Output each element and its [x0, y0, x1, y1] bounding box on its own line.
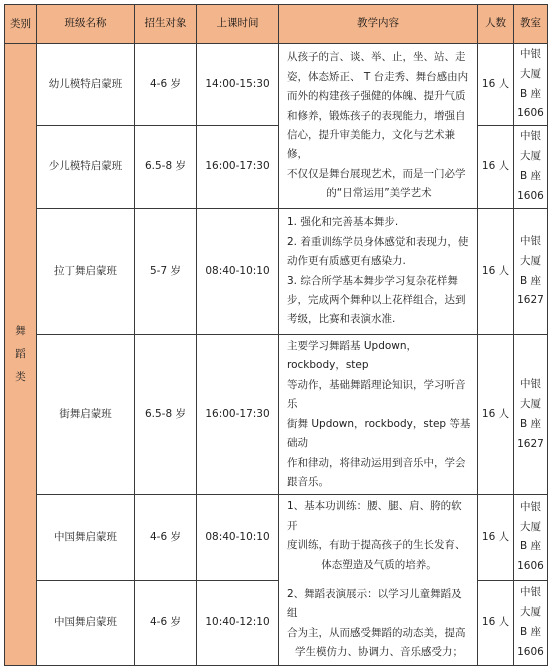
age-cell: 4-6 岁	[135, 580, 197, 665]
room-line: B 座	[519, 87, 542, 100]
age-cell: 6.5-8 岁	[135, 335, 197, 495]
count-cell: 16 人	[478, 335, 514, 495]
age-cell: 5-7 岁	[135, 209, 197, 335]
content-line: 合为主，从而感受舞蹈的动态美，提高	[287, 626, 466, 639]
room-line: B 座	[519, 625, 542, 638]
content-cell-hiphop	[279, 335, 478, 495]
room-line: 1606	[517, 560, 544, 573]
content-line: 1、基本功训练：腰、腿、肩、胯的软开	[287, 500, 462, 532]
time-cell: 14:00-15:30	[197, 44, 279, 126]
class-name-cell: 拉丁舞启蒙班	[37, 209, 135, 335]
count-cell: 16 人	[478, 580, 514, 665]
content-cell-model	[279, 44, 478, 209]
room-line: B 座	[519, 417, 542, 430]
content-line: 姿，体态矫正、 T 台走秀、舞台感由内	[287, 70, 469, 83]
content-line: 动作更有质感更有感染力.	[287, 255, 406, 268]
class-name-cell: 中国舞启蒙班	[37, 495, 135, 580]
room-line: 中银	[520, 130, 541, 143]
category-char: 舞	[15, 324, 26, 337]
content-line: 而外的构建孩子强健的体魄、提升气质	[287, 90, 466, 103]
content-line: 学生模仿力、协调力、音乐感受力；	[295, 646, 463, 659]
table-row	[5, 44, 548, 126]
content-line: 2、舞蹈表演展示：以学习儿童舞蹈及组	[287, 588, 462, 620]
age-cell: 6.5-8 岁	[135, 126, 197, 209]
content-line: 主要学习舞蹈基 Updown，rockbody，step	[287, 340, 418, 372]
room-cell	[514, 335, 548, 495]
content-line: 乐	[287, 398, 298, 411]
content-line: 和修养，锻炼孩子的表现能力，增强自	[287, 109, 466, 122]
room-line: 大厦	[520, 605, 541, 618]
header-time: 上课时间	[197, 5, 279, 44]
content-line: 体态塑造及气质的培养。	[321, 558, 437, 571]
time-cell: 10:40-12:10	[197, 580, 279, 665]
room-line: 中银	[520, 377, 541, 390]
category-char: 蹈	[15, 347, 26, 360]
content-line: 度训练，有助于提高孩子的生长发育、	[287, 539, 466, 552]
content-line: 1. 强化和完善基本舞步.	[287, 216, 399, 229]
room-line: 中银	[520, 500, 541, 513]
room-line: 1627	[517, 437, 544, 450]
time-cell: 16:00-17:30	[197, 335, 279, 495]
room-line: 大厦	[520, 397, 541, 410]
category-cell	[5, 44, 37, 666]
class-name-cell: 幼儿模特启蒙班	[37, 44, 135, 126]
content-line: 等动作，基础舞蹈理论知识，学习听音	[287, 378, 466, 391]
room-cell	[514, 126, 548, 209]
content-line: 2. 着重训练学员身体感觉和表现力，使	[287, 235, 469, 248]
table-row	[5, 495, 548, 580]
time-cell: 08:40-10:10	[197, 209, 279, 335]
content-line: 信心，提升审美能力，文化与艺术兼修，	[287, 129, 455, 161]
header-count: 人数	[478, 5, 514, 44]
room-line: 大厦	[520, 67, 541, 80]
age-cell: 4-6 岁	[135, 44, 197, 126]
course-table	[4, 4, 548, 666]
room-line: 大厦	[520, 520, 541, 533]
content-line: 步，完成两个舞种以上花样组合，达到	[287, 293, 466, 306]
time-cell: 16:00-17:30	[197, 126, 279, 209]
table-row	[5, 335, 548, 495]
content-cell-latin	[279, 209, 478, 335]
header-row	[5, 5, 548, 44]
room-cell	[514, 209, 548, 335]
header-room: 教室	[514, 5, 548, 44]
room-cell	[514, 495, 548, 580]
room-line: 大厦	[520, 254, 541, 267]
content-line: 从孩子的言、谈、举、止，坐、站、走	[287, 51, 466, 64]
content-line: 3. 综合所学基本舞步学习复杂花样舞	[287, 274, 458, 287]
room-line: 中银	[520, 234, 541, 247]
class-name-cell: 街舞启蒙班	[37, 335, 135, 495]
content-line: 跟音乐。	[287, 475, 329, 488]
room-line: 1606	[517, 189, 544, 202]
content-line: 的“日常运用”美学艺术	[326, 187, 432, 200]
category-char: 类	[15, 370, 26, 383]
header-class-name: 班级名称	[37, 5, 135, 44]
room-line: 大厦	[520, 150, 541, 163]
room-line: 中银	[520, 47, 541, 60]
table-row	[5, 209, 548, 335]
room-line: 1606	[517, 645, 544, 658]
content-line: 考级，比赛和表演水准.	[287, 313, 396, 326]
count-cell: 16 人	[478, 495, 514, 580]
room-line: B 座	[519, 170, 542, 182]
header-category	[5, 5, 37, 44]
room-cell	[514, 44, 548, 126]
room-line: 1627	[517, 294, 544, 307]
content-cell-chinese	[279, 495, 478, 665]
count-cell: 16 人	[478, 209, 514, 335]
room-line: 1606	[517, 107, 544, 120]
content-line: 作和律动，将律动运用到音乐中，学会	[287, 456, 466, 469]
time-cell: 08:40-10:10	[197, 495, 279, 580]
class-name-cell: 少儿模特启蒙班	[37, 126, 135, 209]
room-cell	[514, 580, 548, 665]
header-age: 招生对象	[135, 5, 197, 44]
count-cell: 16 人	[478, 44, 514, 126]
class-name-cell: 中国舞启蒙班	[37, 580, 135, 665]
room-line: B 座	[519, 274, 542, 287]
room-line: B 座	[519, 540, 542, 553]
header-category-label: 类别	[10, 17, 31, 30]
age-cell: 4-6 岁	[135, 495, 197, 580]
content-line: 街舞 Updown，rockbody，step 等基础动	[287, 417, 471, 450]
room-line: 中银	[520, 585, 541, 598]
count-cell: 16 人	[478, 126, 514, 209]
content-line: 不仅仅是舞台展现艺术，而是一门必学	[287, 167, 466, 180]
header-content: 教学内容	[279, 5, 478, 44]
